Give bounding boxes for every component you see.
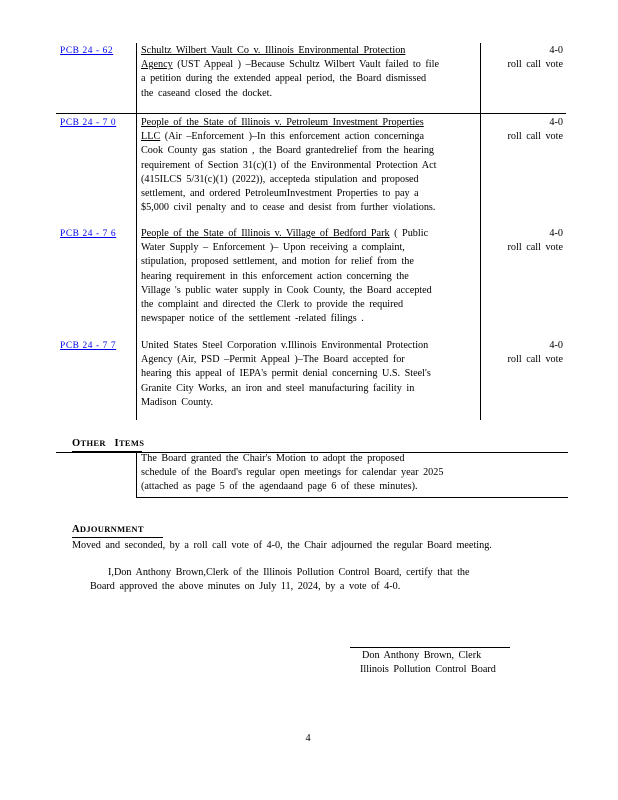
case-vote-pcb-24-70: 4-0 roll call vote bbox=[507, 117, 563, 143]
case-description-pcb-24-76: People of the State of Illinois v. Village of Bedford Park ( Public Water Supply – Enforcement )– Upon receiving a complaint, stipulation, proposed settlement, and motion for relief from the hearing requirement in this enforcement action concerning the Village 's public water supply in Cook County, the Board accepted the complaint and directed the Clerk to provide the required newspaper notice of the settlement -related filings . bbox=[141, 228, 432, 325]
case-vote-pcb-24-62: 4-0 roll call vote bbox=[507, 45, 563, 71]
case-link-pcb-24-77[interactable]: PCB 24 - 7 7 bbox=[60, 341, 117, 351]
signature-block bbox=[360, 649, 530, 677]
case-title-cont: LLC bbox=[141, 131, 161, 143]
case-description-pcb-24-62: Schultz Wilbert Vault Co v. Illinois Environmental Protection Agency (UST Appeal ) –Because Schultz Wilbert Vault failed to file a petition during the extended appeal period, the Board dismissed the caseand closed the docket. bbox=[141, 45, 439, 99]
other-items-rule-left bbox=[136, 452, 137, 498]
page-number: 4 bbox=[305, 733, 311, 744]
case-title: People of the State of Illinois v. Village of Bedford Park bbox=[141, 228, 390, 239]
case-title: People of the State of Illinois v. Petroleum Investment Properties bbox=[141, 117, 424, 128]
certification-text: I,Don Anthony Brown,Clerk of the Illinois Pollution Control Board, certify that the Board approved the above minutes on July 11, 2024, by a vote of 4-0. bbox=[90, 567, 470, 593]
case-vote-pcb-24-77: 4-0 roll call vote bbox=[507, 340, 563, 366]
adjournment-heading: ADJOURNMENT bbox=[72, 524, 144, 535]
signature-name: Don Anthony Brown, Clerk bbox=[362, 650, 482, 661]
case-link-pcb-24-62[interactable]: PCB 24 - 62 bbox=[60, 46, 114, 56]
case-title: Schultz Wilbert Vault Co v. Illinois Environmental Protection bbox=[141, 45, 406, 56]
case-table-rule-right bbox=[480, 43, 481, 420]
case-table-rule-left bbox=[136, 43, 137, 420]
other-items-text: The Board granted the Chair's Motion to adopt the proposed schedule of the Board's regular open meetings for calendar year 2025 (attached as page 5 of the agendaand page 6 of these minutes). bbox=[141, 453, 444, 493]
case-vote-pcb-24-76: 4-0 roll call vote bbox=[507, 228, 563, 254]
case-divider-1 bbox=[56, 113, 566, 114]
adjournment-text: Moved and seconded, by a roll call vote of 4-0, the Chair adjourned the regular Board meeting. bbox=[72, 540, 492, 551]
other-items-heading: OTHER ITEMS bbox=[72, 438, 145, 449]
case-link-pcb-24-76[interactable]: PCB 24 - 7 6 bbox=[60, 229, 117, 239]
case-link-pcb-24-70[interactable]: PCB 24 - 7 0 bbox=[60, 118, 117, 128]
case-description-pcb-24-77: United States Steel Corporation v.Illinois Environmental Protection Agency (Air, PSD –Permit Appeal )–The Board accepted for hearing this appeal of IEPA's permit denial concerning U.S. Steel's Granite City Works, an iron and steel manufacturing facility in Madison County. bbox=[141, 340, 431, 408]
signature-line bbox=[350, 647, 510, 648]
case-title: United States Steel Corporation v.Illinois Environmental Protection bbox=[141, 340, 429, 351]
case-description-pcb-24-70: People of the State of Illinois v. Petroleum Investment Properties LLC (Air –Enforcement )–In this enforcement action concerninga Cook County gas station , the Board grantedrelief from the hearing requirement of Section 31(c)(1) of the Environmental Protection Act (415ILCS 5/31(c)(1) (2022)), accepteda stipulation and proposed settlement, and ordered PetroleumInvestment Properties to pay a $5,000 civil penalty and to cease and desist from further violations. bbox=[141, 117, 437, 214]
signature-org: Illinois Pollution Control Board bbox=[360, 664, 496, 676]
adjournment-heading-underline bbox=[72, 537, 163, 538]
other-items-rule-bottom bbox=[136, 497, 568, 498]
case-title-cont: Agency bbox=[141, 59, 173, 71]
